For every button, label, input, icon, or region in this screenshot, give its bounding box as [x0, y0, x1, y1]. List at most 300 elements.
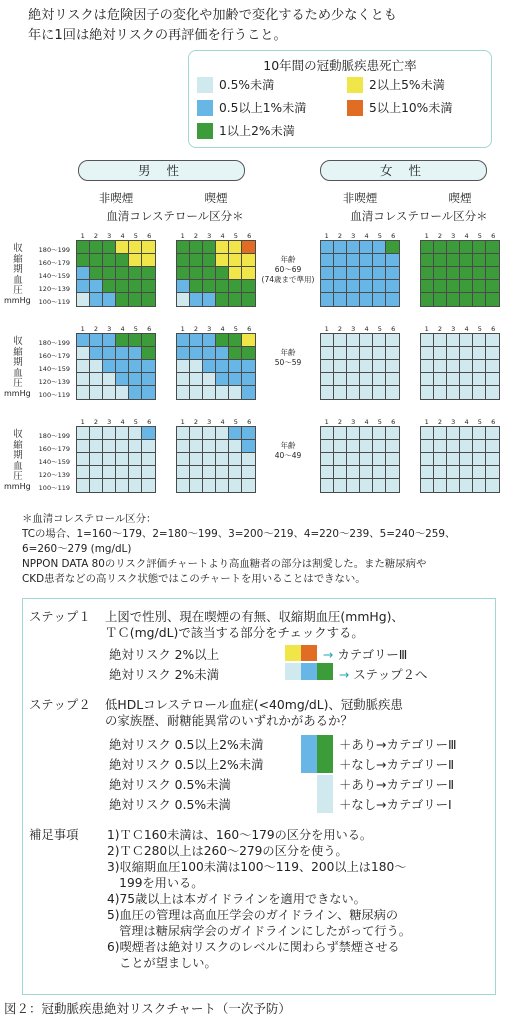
- risk-cell: [321, 360, 334, 373]
- step-box: [22, 598, 496, 995]
- bp-row-label: 100～119: [38, 298, 70, 306]
- risk-cell: [216, 254, 229, 267]
- risk-cell: [347, 293, 360, 306]
- risk-cell: [177, 373, 190, 386]
- risk-cell: [142, 479, 155, 492]
- risk-cell: [421, 347, 434, 360]
- step2-swatch-blue: [301, 735, 317, 773]
- step2-swatch-green: [317, 735, 333, 773]
- risk-grid: [320, 426, 400, 493]
- risk-cell: [373, 267, 386, 280]
- risk-cell: [129, 453, 142, 466]
- risk-cell: [334, 280, 347, 293]
- age-title: 年齢: [280, 348, 296, 357]
- risk-cell: [347, 241, 360, 254]
- risk-cell: [373, 241, 386, 254]
- risk-cell: [77, 373, 90, 386]
- risk-cell: [473, 241, 486, 254]
- risk-cell: [347, 373, 360, 386]
- figure-caption: 図２：冠動脈疾患絶対リスクチャート（一次予防）: [4, 1001, 291, 1016]
- step1-risk-1: 絶対リスク 2%以上: [109, 647, 220, 662]
- risk-cell: [177, 347, 190, 360]
- risk-cell: [190, 466, 203, 479]
- legend-item: 5以上10%未満: [347, 99, 453, 116]
- risk-cell: [421, 334, 434, 347]
- risk-cell: [360, 267, 373, 280]
- risk-cell: [116, 334, 129, 347]
- chol-column-numbers: [176, 418, 256, 426]
- chol-column-number: 1: [424, 325, 429, 333]
- risk-cell: [486, 453, 499, 466]
- risk-cell: [460, 347, 473, 360]
- risk-cell: [203, 360, 216, 373]
- step1-swatch-blue: [301, 663, 317, 680]
- risk-cell: [460, 360, 473, 373]
- risk-grid: [76, 426, 156, 493]
- chol-column-number: 3: [107, 232, 112, 240]
- risk-cell: [129, 373, 142, 386]
- risk-cell: [129, 427, 142, 440]
- risk-cell: [229, 427, 242, 440]
- risk-cell: [216, 373, 229, 386]
- risk-cell: [177, 334, 190, 347]
- risk-grid: [76, 333, 156, 400]
- chol-column-number: 2: [93, 418, 99, 426]
- risk-cell: [321, 267, 334, 280]
- risk-cell: [434, 466, 447, 479]
- bp-row-label: 160～179: [38, 352, 70, 360]
- risk-cell: [434, 373, 447, 386]
- chol-column-number: 6: [247, 232, 252, 240]
- risk-cell: [103, 440, 116, 453]
- chol-column-number: 1: [180, 418, 185, 426]
- step1-label: ステップ１: [29, 609, 91, 624]
- risk-cell: [229, 466, 242, 479]
- chol-column-numbers: [176, 325, 256, 333]
- risk-cell: [103, 427, 116, 440]
- risk-cell: [473, 293, 486, 306]
- risk-cell: [321, 479, 334, 492]
- risk-cell: [190, 373, 203, 386]
- chol-column-number: 6: [147, 232, 152, 240]
- risk-cell: [177, 293, 190, 306]
- risk-cell: [203, 334, 216, 347]
- risk-cell: [434, 347, 447, 360]
- chol-column-numbers: [76, 418, 156, 426]
- risk-cell: [103, 386, 116, 399]
- risk-cell: [386, 427, 399, 440]
- risk-cell: [421, 440, 434, 453]
- risk-grid: [420, 333, 500, 400]
- risk-cell: [203, 254, 216, 267]
- risk-cell: [373, 360, 386, 373]
- risk-cell: [177, 440, 190, 453]
- risk-cell: [386, 334, 399, 347]
- risk-cell: [460, 386, 473, 399]
- step2-risk-3: 絶対リスク 0.5%未満: [109, 777, 231, 792]
- risk-grid: [420, 240, 500, 307]
- bp-row-label: 160～179: [38, 445, 70, 453]
- risk-cell: [421, 293, 434, 306]
- risk-cell: [242, 427, 255, 440]
- risk-cell: [347, 427, 360, 440]
- chol-column-number: 5: [377, 418, 382, 426]
- risk-grid: [320, 333, 400, 400]
- chol-notes: ＊血清コレステロール区分： TCの場合、1=160～179、2=180～199、3=200～219、4=220～239、5=240～259、 6=260～279 (mg/dL) NPPON DATA 80のリスク評価チャートより高血糖者の部分は割愛した。また糖尿病や CKD患者などの高リスク状態ではこのチャートを用いることはできない。: [22, 513, 456, 585]
- risk-cell: [373, 440, 386, 453]
- risk-cell: [177, 453, 190, 466]
- chol-column-number: 6: [491, 325, 496, 333]
- risk-cell: [360, 427, 373, 440]
- risk-cell: [142, 267, 155, 280]
- risk-cell: [77, 427, 90, 440]
- chol-column-number: 2: [193, 325, 199, 333]
- risk-cell: [373, 479, 386, 492]
- chol-column-number: 1: [80, 325, 85, 333]
- risk-cell: [386, 267, 399, 280]
- chol-column-numbers: [176, 232, 256, 240]
- risk-cell: [360, 241, 373, 254]
- risk-cell: [90, 386, 103, 399]
- risk-cell: [116, 386, 129, 399]
- risk-cell: [486, 386, 499, 399]
- risk-cell: [434, 440, 447, 453]
- chol-column-number: 2: [437, 325, 443, 333]
- age-group-label: [258, 255, 318, 285]
- risk-cell: [142, 293, 155, 306]
- risk-cell: [203, 267, 216, 280]
- risk-cell: [447, 280, 460, 293]
- risk-cell: [177, 466, 190, 479]
- risk-cell: [77, 293, 90, 306]
- risk-cell: [90, 241, 103, 254]
- risk-cell: [434, 267, 447, 280]
- legend-swatch: [197, 77, 213, 93]
- age-group-label: [258, 348, 318, 368]
- risk-cell: [360, 293, 373, 306]
- risk-cell: [360, 453, 373, 466]
- risk-cell: [229, 267, 242, 280]
- chol-column-number: 2: [337, 232, 343, 240]
- legend-swatch: [197, 100, 213, 116]
- bp-row-labels: [30, 337, 70, 402]
- chol-column-number: 1: [324, 232, 329, 240]
- risk-cell: [129, 466, 142, 479]
- risk-cell: [203, 453, 216, 466]
- risk-cell: [347, 254, 360, 267]
- risk-cell: [129, 293, 142, 306]
- chol-column-numbers: [320, 232, 400, 240]
- risk-cell: [216, 440, 229, 453]
- risk-cell: [242, 360, 255, 373]
- chol-column-number: 5: [133, 232, 138, 240]
- risk-cell: [473, 427, 486, 440]
- risk-cell: [103, 254, 116, 267]
- chol-column-number: 3: [351, 418, 356, 426]
- risk-cell: [77, 254, 90, 267]
- age-title: 年齢: [280, 255, 296, 264]
- risk-cell: [242, 440, 255, 453]
- risk-cell: [421, 360, 434, 373]
- risk-cell: [116, 280, 129, 293]
- risk-cell: [90, 267, 103, 280]
- chol-column-numbers: [76, 232, 156, 240]
- risk-cell: [447, 466, 460, 479]
- risk-cell: [129, 241, 142, 254]
- chol-column-number: 1: [324, 418, 329, 426]
- risk-cell: [447, 360, 460, 373]
- female-chol-label: 血清コレステロール区分＊: [350, 209, 488, 223]
- risk-cell: [447, 427, 460, 440]
- bp-axis-label: 収縮期血圧: [13, 243, 23, 296]
- risk-cell: [103, 479, 116, 492]
- risk-grid: [320, 240, 400, 307]
- legend-title: 10年間の冠動脈疾患死亡率: [263, 58, 417, 73]
- chol-column-number: 3: [207, 418, 212, 426]
- step2-result-3: ＋あり→カテゴリーⅡ: [339, 777, 455, 792]
- risk-cell: [360, 347, 373, 360]
- risk-cell: [360, 466, 373, 479]
- risk-cell: [129, 280, 142, 293]
- risk-cell: [460, 466, 473, 479]
- chol-column-number: 5: [133, 418, 138, 426]
- bp-row-label: 120～139: [38, 285, 70, 293]
- risk-cell: [129, 440, 142, 453]
- risk-cell: [421, 280, 434, 293]
- risk-cell: [386, 254, 399, 267]
- risk-cell: [321, 386, 334, 399]
- risk-cell: [103, 267, 116, 280]
- chol-column-number: 3: [107, 418, 112, 426]
- chol-column-number: 5: [477, 325, 482, 333]
- risk-cell: [229, 293, 242, 306]
- risk-cell: [321, 373, 334, 386]
- risk-cell: [216, 427, 229, 440]
- risk-cell: [203, 241, 216, 254]
- chol-column-number: 6: [247, 325, 252, 333]
- risk-cell: [216, 386, 229, 399]
- legend-box: [188, 50, 492, 148]
- risk-cell: [434, 334, 447, 347]
- risk-cell: [473, 373, 486, 386]
- risk-cell: [460, 241, 473, 254]
- chol-column-number: 6: [491, 232, 496, 240]
- age-range: 50～59: [274, 358, 302, 367]
- risk-cell: [116, 440, 129, 453]
- risk-cell: [447, 347, 460, 360]
- step2-label: ステップ２: [29, 697, 91, 712]
- risk-cell: [216, 347, 229, 360]
- risk-cell: [129, 386, 142, 399]
- risk-cell: [386, 479, 399, 492]
- chol-column-number: 2: [437, 232, 443, 240]
- risk-cell: [373, 254, 386, 267]
- chol-column-number: 4: [464, 232, 469, 240]
- step1-result-1: → カテゴリーⅢ: [323, 647, 408, 662]
- risk-cell: [473, 254, 486, 267]
- risk-cell: [77, 386, 90, 399]
- risk-cell: [216, 267, 229, 280]
- risk-cell: [486, 241, 499, 254]
- risk-cell: [203, 427, 216, 440]
- chol-column-number: 4: [464, 418, 469, 426]
- risk-cell: [321, 427, 334, 440]
- risk-cell: [216, 293, 229, 306]
- risk-cell: [334, 453, 347, 466]
- risk-cell: [203, 373, 216, 386]
- risk-cell: [486, 334, 499, 347]
- risk-cell: [386, 241, 399, 254]
- risk-cell: [77, 347, 90, 360]
- risk-cell: [486, 293, 499, 306]
- step1-result-2: → ステップ２へ: [339, 667, 428, 682]
- risk-cell: [460, 373, 473, 386]
- step1-risk-2: 絶対リスク 2%未満: [109, 667, 220, 682]
- risk-cell: [360, 440, 373, 453]
- risk-cell: [142, 360, 155, 373]
- risk-cell: [229, 479, 242, 492]
- risk-cell: [90, 347, 103, 360]
- risk-cell: [203, 479, 216, 492]
- risk-cell: [460, 267, 473, 280]
- chol-column-number: 3: [351, 232, 356, 240]
- risk-cell: [229, 373, 242, 386]
- risk-cell: [386, 466, 399, 479]
- risk-cell: [473, 479, 486, 492]
- risk-cell: [486, 254, 499, 267]
- risk-cell: [360, 479, 373, 492]
- risk-cell: [334, 373, 347, 386]
- risk-cell: [321, 453, 334, 466]
- risk-cell: [116, 293, 129, 306]
- chol-column-number: 1: [80, 418, 85, 426]
- risk-cell: [77, 466, 90, 479]
- chol-column-number: 3: [451, 325, 456, 333]
- chol-column-number: 1: [424, 418, 429, 426]
- risk-cell: [77, 453, 90, 466]
- risk-cell: [373, 427, 386, 440]
- chol-column-number: 3: [207, 232, 212, 240]
- legend-item: 2以上5%未満: [347, 76, 445, 93]
- risk-cell: [77, 280, 90, 293]
- risk-cell: [460, 334, 473, 347]
- chol-column-number: 3: [207, 325, 212, 333]
- chol-column-number: 5: [477, 418, 482, 426]
- risk-cell: [103, 334, 116, 347]
- risk-cell: [177, 427, 190, 440]
- age-group-label: [258, 441, 318, 461]
- chol-column-number: 6: [391, 325, 396, 333]
- risk-cell: [386, 440, 399, 453]
- risk-cell: [486, 360, 499, 373]
- step2-result-1: ＋あり→カテゴリーⅢ: [339, 737, 457, 752]
- bp-row-label: 120～139: [38, 471, 70, 479]
- risk-cell: [190, 386, 203, 399]
- risk-grid: [176, 333, 256, 400]
- male-smoker-label: 喫煙: [204, 191, 228, 205]
- risk-cell: [203, 280, 216, 293]
- risk-grid: [420, 426, 500, 493]
- risk-cell: [473, 347, 486, 360]
- risk-cell: [129, 360, 142, 373]
- risk-cell: [447, 479, 460, 492]
- risk-cell: [103, 373, 116, 386]
- risk-cell: [116, 453, 129, 466]
- risk-cell: [434, 453, 447, 466]
- legend-swatch: [347, 77, 363, 93]
- risk-cell: [77, 360, 90, 373]
- chol-column-number: 4: [120, 418, 125, 426]
- risk-cell: [486, 267, 499, 280]
- risk-cell: [116, 373, 129, 386]
- risk-cell: [486, 440, 499, 453]
- risk-cell: [334, 334, 347, 347]
- risk-cell: [190, 280, 203, 293]
- risk-cell: [190, 334, 203, 347]
- risk-cell: [421, 386, 434, 399]
- chol-column-number: 3: [351, 325, 356, 333]
- risk-cell: [242, 347, 255, 360]
- step1-text: 上図で性別、現在喫煙の有無、収縮期血圧(mmHg)、 ＴＣ(mg/dL)で該当する部分をチェックする。: [105, 609, 404, 640]
- risk-cell: [190, 293, 203, 306]
- risk-cell: [77, 241, 90, 254]
- risk-cell: [90, 360, 103, 373]
- risk-cell: [447, 293, 460, 306]
- chol-column-number: 2: [437, 418, 443, 426]
- risk-cell: [229, 334, 242, 347]
- risk-cell: [434, 386, 447, 399]
- chol-column-number: 4: [120, 232, 125, 240]
- chol-column-number: 2: [337, 325, 343, 333]
- risk-cell: [177, 479, 190, 492]
- bp-axis-label: 収縮期血圧: [13, 336, 23, 389]
- risk-cell: [103, 453, 116, 466]
- risk-cell: [142, 241, 155, 254]
- risk-cell: [321, 334, 334, 347]
- risk-cell: [190, 267, 203, 280]
- chol-column-number: 5: [233, 232, 238, 240]
- risk-cell: [103, 466, 116, 479]
- risk-cell: [460, 453, 473, 466]
- risk-cell: [129, 267, 142, 280]
- risk-cell: [177, 267, 190, 280]
- risk-cell: [386, 386, 399, 399]
- risk-cell: [421, 267, 434, 280]
- risk-cell: [373, 293, 386, 306]
- risk-cell: [116, 254, 129, 267]
- risk-cell: [116, 267, 129, 280]
- risk-cell: [116, 347, 129, 360]
- risk-cell: [473, 466, 486, 479]
- risk-cell: [421, 373, 434, 386]
- risk-cell: [229, 241, 242, 254]
- risk-cell: [216, 360, 229, 373]
- chol-column-number: 3: [451, 418, 456, 426]
- risk-cell: [77, 334, 90, 347]
- bp-unit-label: mmHg: [4, 296, 31, 305]
- risk-cell: [77, 440, 90, 453]
- risk-cell: [129, 334, 142, 347]
- legend-item: 1以上2%未満: [197, 122, 295, 139]
- step2-result-4: ＋なし→カテゴリーⅠ: [339, 797, 452, 812]
- risk-cell: [142, 373, 155, 386]
- risk-cell: [216, 241, 229, 254]
- chol-column-numbers: [320, 325, 400, 333]
- bp-unit-label: mmHg: [4, 482, 31, 491]
- risk-cell: [421, 466, 434, 479]
- supplement-text: 1)ＴＣ160未満は、160～179の区分を用いる。 2)ＴＣ280以上は260～279の区分を使う。 3)収縮期血圧100未満は100～119、200以上は180～ 199を用いる。 4)75歳以上は本ガイドラインを適用できない。 5)血圧の管理は高血圧学会のガイドライン、糖尿病の 管理は糖尿病学会のガイドラインにしたがって行う。 6)喫煙者は絶対リスクのレベルに関わらず禁煙させる ことが望ましい。: [107, 828, 411, 970]
- risk-cell: [373, 334, 386, 347]
